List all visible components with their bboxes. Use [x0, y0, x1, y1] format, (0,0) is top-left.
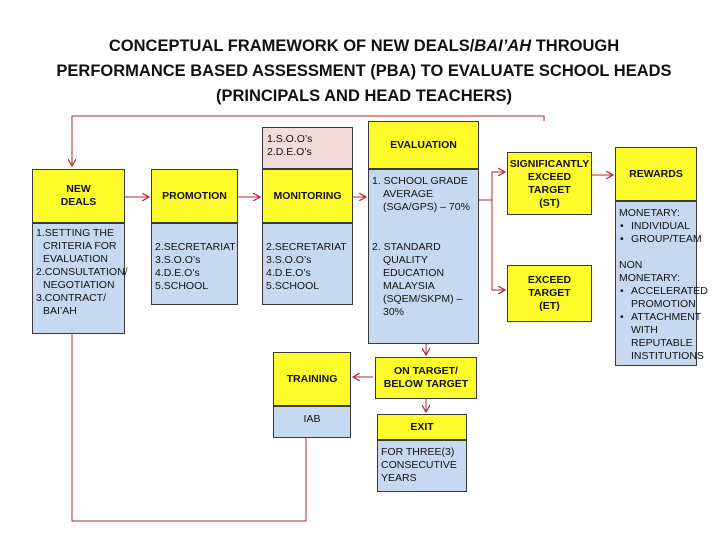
new-deals-item: NEGOTIATION — [43, 279, 115, 291]
rewards-non-monetary-item: • ACCELERATED PROMOTION — [619, 285, 693, 311]
new-deals-header-line-1: NEW — [66, 183, 91, 195]
evaluation-item: EDUCATION — [383, 267, 445, 279]
promotion-body — [151, 223, 238, 305]
significantly-exceed-target-box — [507, 152, 592, 215]
evaluation-item: 30% — [383, 306, 405, 318]
on-target-line: ON TARGET/ — [394, 365, 458, 377]
rewards-body — [615, 201, 708, 366]
monitoring-item: 5.SCHOOL — [266, 280, 320, 292]
promotion-item: 3.S.O.O’s — [155, 254, 201, 266]
promotion-header-label: PROMOTION — [162, 189, 227, 202]
evaluation-item — [372, 214, 475, 241]
rewards-spacer — [619, 246, 693, 259]
exit-item: FOR THREE(3) — [381, 446, 455, 458]
monitoring-top-box — [262, 127, 353, 169]
monitoring-top-item: 1.S.O.O’s — [267, 133, 313, 145]
monitoring-header-label: MONITORING — [273, 189, 342, 202]
monitoring-item: 2.SECRETARIAT — [266, 241, 347, 253]
exit-body — [377, 440, 467, 492]
arrow-evaluation-to-st — [479, 172, 505, 200]
evaluation-header-label: EVALUATION — [390, 138, 457, 151]
monitoring-header — [262, 169, 353, 223]
rewards-header — [615, 147, 697, 201]
rewards-non-monetary-item: • ATTACHMENT WITH REPUTABLE INSTITUTIONS — [619, 311, 693, 363]
et-line: TARGET — [528, 287, 571, 299]
training-item: IAB — [303, 413, 321, 425]
exit-item: CONSECUTIVE — [381, 459, 457, 471]
st-line: SIGNIFICANTLY — [509, 157, 590, 170]
monitoring-top-item: 2.D.E.O’s — [267, 146, 312, 158]
promotion-item: 5.SCHOOL — [155, 280, 209, 292]
title-line-3: (PRINCIPALS AND HEAD TEACHERS) — [215, 87, 513, 105]
rewards-non-monetary-label: NON MONETARY: — [619, 259, 680, 284]
training-header-label: TRAINING — [286, 372, 338, 385]
title-prefix: CONCEPTUAL FRAMEWORK OF NEW DEALS/ — [108, 37, 475, 55]
evaluation-item: (SQEM/SKPM) – — [383, 293, 463, 305]
new-deals-item: BAI’AH — [43, 305, 77, 317]
new-deals-item: 3.CONTRACT/ — [36, 292, 107, 304]
on-target-line: BELOW TARGET — [383, 378, 469, 390]
exit-header — [377, 414, 467, 440]
training-header — [273, 352, 351, 406]
training-body — [273, 406, 351, 438]
st-line: EXCEED — [527, 170, 572, 183]
et-line: EXCEED — [527, 274, 572, 286]
title-line-2: PERFORMANCE BASED ASSESSMENT (PBA) TO EVALUATE SCHOOL HEADS — [56, 62, 672, 80]
new-deals-item: EVALUATION — [43, 253, 108, 265]
evaluation-item: MALAYSIA — [383, 280, 435, 292]
exceed-target-box — [507, 265, 592, 322]
arrow-evaluation-to-et — [492, 200, 505, 290]
rewards-monetary-item: • INDIVIDUAL — [619, 220, 693, 233]
evaluation-header — [368, 121, 479, 169]
rewards-header-label: REWARDS — [629, 167, 683, 180]
exit-item: YEARS — [381, 472, 417, 484]
title-suffix: THROUGH — [531, 37, 620, 55]
et-line: (ET) — [539, 300, 560, 312]
exit-header-label: EXIT — [410, 420, 434, 433]
promotion-item: 4.D.E.O’s — [155, 267, 200, 279]
evaluation-item: (SGA/GPS) – 70% — [383, 201, 470, 213]
promotion-header — [151, 169, 238, 223]
monitoring-body — [262, 223, 353, 305]
st-line: TARGET — [528, 183, 571, 196]
promotion-item: 2.SECRETARIAT — [155, 241, 236, 253]
new-deals-header — [32, 169, 125, 223]
new-deals-body — [32, 223, 128, 334]
evaluation-item: 2. STANDARD — [372, 241, 441, 253]
new-deals-header-line-2: DEALS — [60, 196, 97, 208]
new-deals-item: 2.CONSULTATION/ — [36, 266, 128, 278]
new-deals-item: 1.SETTING THE — [36, 227, 114, 239]
monitoring-item: 3.S.O.O’s — [266, 254, 312, 266]
st-line: (ST) — [539, 196, 560, 209]
evaluation-item: AVERAGE — [383, 188, 433, 200]
evaluation-body — [368, 169, 479, 344]
evaluation-item: 1. SCHOOL GRADE — [372, 175, 468, 187]
rewards-monetary-item: • GROUP/TEAM — [619, 233, 693, 246]
evaluation-item: QUALITY — [383, 254, 428, 266]
on-target-box — [375, 357, 477, 399]
new-deals-item: CRITERIA FOR — [43, 240, 117, 252]
monitoring-item: 4.D.E.O’s — [266, 267, 311, 279]
title-italic: BAI’AH — [474, 37, 532, 55]
rewards-monetary-label: MONETARY: — [619, 207, 680, 219]
